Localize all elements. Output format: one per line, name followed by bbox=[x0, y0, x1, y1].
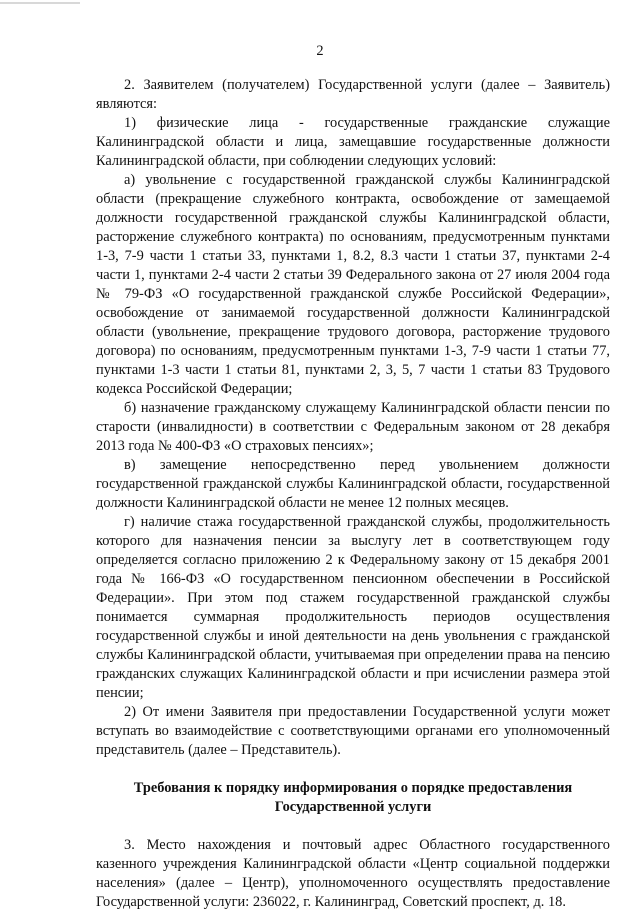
spacer bbox=[96, 760, 610, 779]
document-body bbox=[96, 76, 610, 912]
page-number: 2 bbox=[316, 43, 324, 59]
paragraph-condition-a: а) увольнение с государственной гражданской службы Калининградской области (прекращение служебного контракта, освобождение от замещаемой должности государственной гражданской службы Калининградской области, расторжение служебного контракта) по основаниям, предусмотренным пунктами 1-3, 7-9 части 1 статьи 33, пунктами 1, 8.2, 8.3 части 1 статьи 37, пунктами 2-4 части 1, пунктами 2-4 части 2 статьи 39 Федерального закона от 27 июля 2004 года № 79-ФЗ «О государственной гражданской службе Российской Федерации», освобождение от занимаемой государственной должности Калининградской области (увольнение, прекращение трудового договора, расторжение трудового договора) по основаниям, предусмотренным пунктами 1-3, 7-9 части 1 статьи 77, пунктами 1-3 части 1 статьи 81, пунктами 2, 3, 5, 7 части 1 статьи 83 Трудового кодекса Российской Федерации; bbox=[96, 172, 610, 397]
paragraph-item-1: 1) физические лица - государственные гражданские служащие Калининградской области и лица, замещавшие государственные должности Калининградской области, при соблюдении следующих условий: bbox=[96, 115, 610, 169]
scan-corner-mark bbox=[0, 0, 80, 6]
paragraph-condition-b: б) назначение гражданскому служащему Калининградской области пенсии по старости (инвалидности) в соответствии с Федеральным законом от 28 декабря 2013 года № 400-ФЗ «О страховых пенсиях»; bbox=[96, 400, 610, 454]
paragraph-condition-g: г) наличие стажа государственной гражданской службы, продолжительность которого для назначения пенсии за выслугу лет в соответствующем году определяется согласно приложению 2 к Федеральному закону от 15 декабря 2001 года № 166-ФЗ «О государственном пенсионном обеспечении в Российской Федерации». При этом под стажем государственной гражданской службы понимается суммарная продолжительность периодов осуществления государственной службы и иной деятельности на день увольнения с гражданской службы Калининградской области, учитываемая при определении права на пенсию гражданских служащих Калининградской области и при исчислении размера этой пенсии; bbox=[96, 514, 610, 701]
paragraph-condition-v: в) замещение непосредственно перед увольнением должности государственной гражданской службы Калининградской области, государственной должности Калининградской области не менее 12 полных месяцев. bbox=[96, 457, 610, 511]
paragraph-applicants-intro: 2. Заявителем (получателем) Государственной услуги (далее – Заявитель) являются: bbox=[96, 77, 610, 112]
section-heading-line-2: Государственной услуги bbox=[274, 799, 432, 815]
spacer bbox=[96, 817, 610, 836]
paragraph-location: 3. Место нахождения и почтовый адрес Областного государственного казенного учреждения Калининградской области «Центр социальной поддержки населения» (далее – Центр), уполномоченного осуществлять предоставление Государственной услуги: 236022, г. Калининград, Советский проспект, д. 18. bbox=[96, 837, 610, 910]
section-heading-line-1: Требования к порядку информирования о порядке предоставления bbox=[133, 780, 573, 796]
paragraph-item-2: 2) От имени Заявителя при предоставлении Государственной услуги может вступать во взаимодействие с соответствующими органами его уполномоченный представитель (далее – Представитель). bbox=[96, 704, 610, 758]
